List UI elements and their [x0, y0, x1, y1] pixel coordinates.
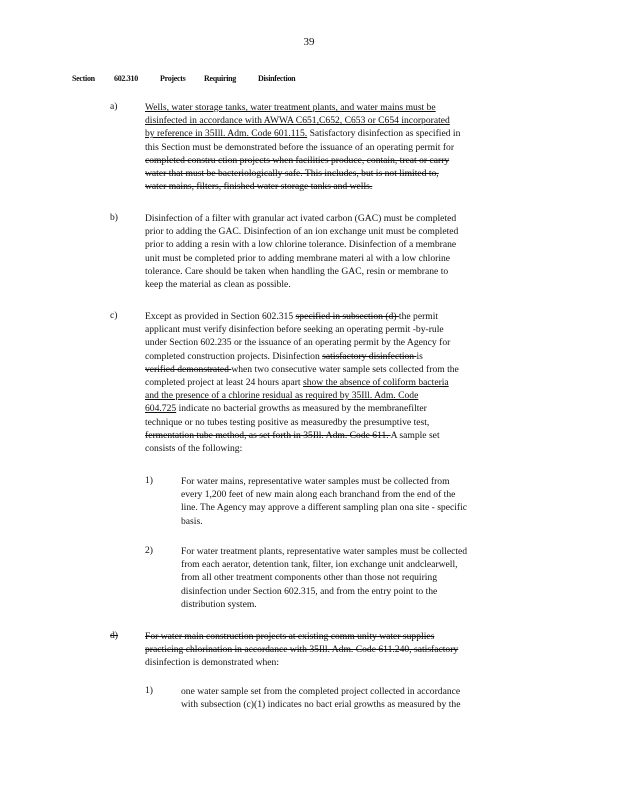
underlined-text: and the presence of a chlorine residual as required by 35Ill. Adm. Code	[145, 390, 419, 402]
text-line: from each aerator, detention tank, filter, ion exchange unit andclearwell,	[181, 559, 458, 571]
text-line	[145, 656, 458, 669]
text-line	[145, 630, 458, 643]
underlined-text: by reference in 35Ill. Adm. Code 601.115.	[145, 128, 308, 140]
text-line	[145, 323, 459, 336]
text-line	[145, 363, 459, 376]
underlined-text: Wells, water storage tanks, water treatment plants, and water mains must be	[145, 102, 436, 113]
heading-word-requiring: Requiring	[204, 74, 236, 83]
text-line: with subsection (c)(1) indicates no bact erial growths as measured by the	[181, 699, 461, 711]
text-run: tolerance. Care should be taken when handling the GAC, resin or membrane to	[145, 265, 449, 277]
text-run: is	[416, 350, 423, 362]
text-line	[145, 429, 459, 442]
text-line	[145, 167, 460, 180]
underlined-text: show the absence of coliform bacteria	[302, 377, 449, 389]
text-line	[145, 180, 460, 193]
struck-text: satisfactory disinfection	[322, 350, 417, 362]
text-run: prior to adding the GAC. Disinfection of an ion exchange unit must be completed	[145, 226, 459, 238]
struck-text: verified demonstrated	[145, 363, 232, 375]
item-a-text	[145, 101, 460, 193]
text-line: every 1,200 feet of new main along each branchand from the end of the	[181, 489, 456, 501]
text-line: For water treatment plants, representative water samples must be collected	[181, 546, 468, 557]
text-run: unit must be completed prior to adding membrane materi al with a low chlorine	[145, 252, 451, 264]
text-line	[145, 252, 458, 265]
text-line: one water sample set from the completed project collected in accordance	[181, 686, 461, 697]
heading-section-number: 602.310	[114, 74, 138, 83]
text-line	[145, 278, 458, 291]
item-d-text	[145, 630, 458, 670]
text-run: completed construction projects. Disinfection	[145, 350, 323, 362]
struck-text: completed constru ction projects when facilities produce, contain, treat or carry	[145, 154, 450, 166]
text-line	[145, 225, 458, 238]
page-number: 39	[303, 36, 315, 48]
text-run: A sample set	[390, 429, 440, 441]
text-line	[145, 416, 459, 429]
text-line: distribution system.	[181, 598, 257, 610]
text-line: from all other treatment components other than those not requiring	[181, 572, 438, 584]
text-line	[145, 643, 458, 656]
item-c-label: c)	[110, 310, 118, 321]
heading-word-disinfection: Disinfection	[258, 74, 296, 83]
text-line	[145, 114, 460, 127]
struck-text: water that must be bacteriologically safe. This includes, but is not limited to,	[145, 168, 439, 180]
text-run: indicate no bacterial growths as measured by the membranefilter	[176, 403, 427, 415]
text-line: line. The Agency may approve a different sampling plan ona site - specific	[181, 502, 468, 514]
text-line	[145, 141, 460, 154]
text-run: disinfection is demonstrated when:	[145, 657, 280, 669]
item-b-text	[145, 212, 458, 291]
text-line	[145, 402, 459, 415]
item-c2-label: 2)	[145, 545, 153, 556]
struck-text: specified in subsection (d)	[295, 311, 399, 322]
underlined-text: disinfected in accordance with AWWA C651,C652, C653 or C654 incorporated	[145, 115, 450, 127]
struck-text: fermentation tube method, as set forth in 35Ill. Adm. Code 611.	[145, 429, 391, 441]
item-c-text	[145, 310, 459, 455]
heading-word-projects: Projects	[160, 74, 186, 83]
text-line	[145, 336, 459, 349]
text-line	[145, 212, 458, 225]
text-line	[145, 265, 458, 278]
text-run: completed project at least 24 hours apart	[145, 377, 303, 389]
struck-text: water mains, filters, finished water storage tanks and wells.	[145, 181, 373, 193]
item-d-label: d)	[110, 630, 118, 641]
struck-text: For water main construction projects at existing comm unity water supplies	[145, 631, 435, 642]
text-run: when two consecutive water sample sets collected from the	[231, 363, 459, 375]
item-c1-label: 1)	[145, 475, 153, 486]
text-run: Disinfection of a filter with granular act ivated carbon (GAC) must be completed	[145, 213, 457, 224]
text-line	[145, 101, 460, 114]
text-line	[145, 127, 460, 140]
text-run: keep the material as clean as possible.	[145, 279, 291, 291]
text-line	[145, 376, 459, 389]
heading-section-word: Section	[72, 74, 95, 83]
text-run: the permit	[398, 311, 439, 322]
text-line: disinfection under Section 602.315, and from the entry point to the	[181, 585, 438, 597]
item-d1-label: 1)	[145, 685, 153, 696]
text-line	[145, 442, 459, 455]
text-run: under Section 602.235 or the issuance of an operating permit by the Agency for	[145, 337, 451, 349]
text-line	[145, 350, 459, 363]
text-run: technique or no tubes testing positive as measuredby the presumptive test,	[145, 416, 430, 428]
text-run: this Section must be demonstrated before the issuance of an operating permit for	[145, 141, 455, 153]
underlined-text: 604.725	[145, 403, 177, 415]
text-run: Except as provided in Section 602.315	[145, 311, 296, 322]
text-line	[145, 389, 459, 402]
text-line	[145, 154, 460, 167]
text-line: For water mains, representative water samples must be collected from	[181, 476, 450, 487]
item-c1-text	[181, 475, 467, 528]
item-d1-text	[181, 685, 460, 711]
text-run: applicant must verify disinfection before seeking an operating permit -by-rule	[145, 324, 444, 336]
struck-text: practicing chlorination in accordance with 35Ill. Adm. Code 611.240, satisfactory	[145, 644, 459, 656]
item-c2-text	[181, 545, 467, 611]
text-line	[145, 310, 459, 323]
text-run: consists of the following:	[145, 443, 243, 455]
text-line	[145, 238, 458, 251]
text-run: prior to adding a resin with a low chlorine tolerance. Disinfection of a membrane	[145, 239, 457, 251]
text-line: basis.	[181, 515, 203, 527]
item-b-label: b)	[110, 212, 118, 223]
item-a-label: a)	[110, 101, 118, 112]
text-run: Satisfactory disinfection as specified in	[307, 128, 461, 140]
